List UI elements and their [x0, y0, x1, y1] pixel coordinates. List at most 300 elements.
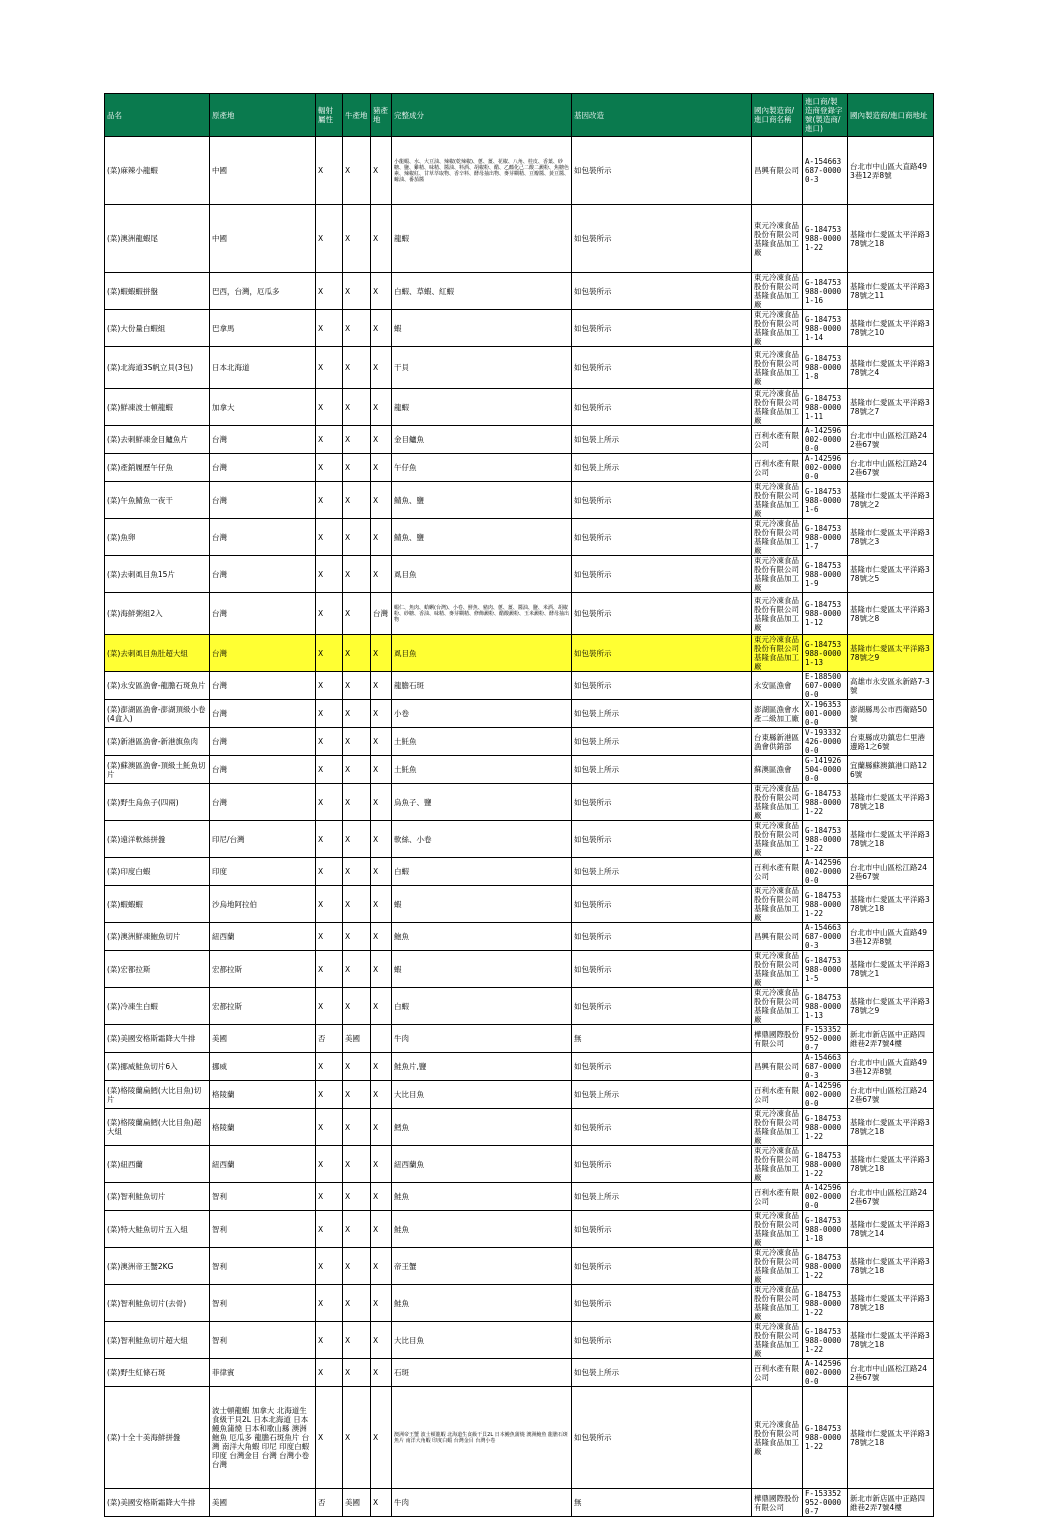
cell-address: 台北市中山區松江路242巷67號	[848, 1183, 934, 1211]
cell-company: 樺鼎國際股份有限公司	[752, 1489, 803, 1517]
cell-beef-origin: X	[343, 482, 371, 519]
cell-registration: X-196353001-00000-0	[803, 700, 848, 728]
cell-company: 東元冷凍食品股份有限公司基隆食品加工廠	[752, 784, 803, 821]
cell-beef-origin: X	[343, 700, 371, 728]
table-row	[105, 1211, 934, 1248]
cell-gmo: 如包裝所示	[572, 556, 752, 593]
cell-ingredients: 午仔魚	[392, 454, 572, 482]
cell-beef-origin: X	[343, 426, 371, 454]
cell-beef-origin: X	[343, 1146, 371, 1183]
cell-origin: 台灣	[210, 635, 316, 672]
cell-name: (菜)北海道3S帆立貝(3包)	[105, 347, 210, 389]
cell-pork-origin: X	[371, 1109, 392, 1146]
cell-pork-origin: X	[371, 1285, 392, 1322]
cell-radiation: X	[316, 1183, 343, 1211]
table-row	[105, 635, 934, 672]
cell-origin: 智利	[210, 1322, 316, 1359]
cell-address: 基隆市仁愛區太平洋路378號之9	[848, 635, 934, 672]
cell-address: 台北市中山區大直路493巷12弄8號	[848, 1053, 934, 1081]
cell-company: 東元冷凍食品股份有限公司基隆食品加工廠	[752, 593, 803, 635]
cell-pork-origin: X	[371, 1387, 392, 1489]
cell-ingredients: 小龍蝦、水、大豆油、辣椒(乾辣椒)、蔥、薑、花椒、八角、桂皮、香葉、砂糖、鹽、雞精、味精、醬油、料酒、胡椒粉、醋、乙醯化己二酸二澱粉、焦糖色素、辣椒紅、甘草萃取物、香辛料、酵母抽出物、麥芽糊精、豆瓣醬、黃豆醬、蠔油、番茄醬	[392, 137, 572, 205]
cell-company: 百利水產有限公司	[752, 1081, 803, 1109]
table-row	[105, 1109, 934, 1146]
table-row	[105, 454, 934, 482]
cell-ingredients: 紐西蘭魚	[392, 1146, 572, 1183]
cell-beef-origin: X	[343, 593, 371, 635]
cell-origin: 沙烏地阿拉伯	[210, 886, 316, 923]
cell-name: (菜)格陵蘭扁鱈(大比目魚)超大組	[105, 1109, 210, 1146]
table-row	[105, 426, 934, 454]
cell-company: 東元冷凍食品股份有限公司基隆食品加工廠	[752, 1387, 803, 1489]
cell-pork-origin: X	[371, 756, 392, 784]
cell-ingredients: 鯖魚、鹽	[392, 519, 572, 556]
cell-pork-origin: X	[371, 1248, 392, 1285]
cell-radiation: X	[316, 1109, 343, 1146]
cell-radiation: X	[316, 310, 343, 347]
cell-name: (菜)野生紅條石斑	[105, 1359, 210, 1387]
cell-pork-origin: X	[371, 700, 392, 728]
cell-beef-origin: X	[343, 886, 371, 923]
cell-name: (菜)午魚鯖魚一夜干	[105, 482, 210, 519]
cell-radiation: X	[316, 1322, 343, 1359]
cell-origin: 智利	[210, 1183, 316, 1211]
cell-registration: G-184753988-00001-22	[803, 1285, 848, 1322]
cell-pork-origin: X	[371, 556, 392, 593]
cell-origin: 智利	[210, 1248, 316, 1285]
cell-beef-origin: X	[343, 988, 371, 1025]
cell-beef-origin: 美國	[343, 1489, 371, 1517]
table-row	[105, 821, 934, 858]
cell-ingredients: 小卷	[392, 700, 572, 728]
cell-pork-origin: X	[371, 988, 392, 1025]
cell-registration: G-184753988-00001-22	[803, 205, 848, 273]
cell-address: 高雄市永安區永新路7-3號	[848, 672, 934, 700]
cell-registration: G-184753988-00001-22	[803, 821, 848, 858]
cell-radiation: X	[316, 273, 343, 310]
table-row	[105, 1322, 934, 1359]
cell-origin: 菲律賓	[210, 1359, 316, 1387]
cell-pork-origin: X	[371, 1081, 392, 1109]
cell-radiation: X	[316, 756, 343, 784]
cell-radiation: X	[316, 1359, 343, 1387]
cell-origin: 格陵蘭	[210, 1109, 316, 1146]
cell-beef-origin: X	[343, 1109, 371, 1146]
col-header-company: 國內製造商/進口商名稱	[752, 94, 803, 137]
cell-pork-origin: X	[371, 1053, 392, 1081]
cell-origin: 日本北海道	[210, 347, 316, 389]
cell-beef-origin: X	[343, 519, 371, 556]
cell-name: (菜)澳洲龍蝦尾	[105, 205, 210, 273]
cell-registration: A-154663687-00000-3	[803, 137, 848, 205]
cell-company: 昌興有限公司	[752, 137, 803, 205]
cell-registration: G-184753988-00001-14	[803, 310, 848, 347]
table-row	[105, 728, 934, 756]
cell-name: (菜)去刺鮮凍金目鱸魚片	[105, 426, 210, 454]
cell-beef-origin: X	[343, 1285, 371, 1322]
cell-name: (菜)永安區漁會-龍膽石斑魚片	[105, 672, 210, 700]
cell-beef-origin: X	[343, 1322, 371, 1359]
table-row	[105, 273, 934, 310]
cell-company: 澎湖區漁會水產二級加工廠	[752, 700, 803, 728]
cell-origin: 格陵蘭	[210, 1081, 316, 1109]
cell-company: 東元冷凍食品股份有限公司基隆食品加工廠	[752, 205, 803, 273]
cell-pork-origin: X	[371, 454, 392, 482]
cell-radiation: X	[316, 1248, 343, 1285]
table-row	[105, 205, 934, 273]
cell-pork-origin: X	[371, 205, 392, 273]
cell-origin: 宏都拉斯	[210, 988, 316, 1025]
cell-gmo: 如包裝所示	[572, 205, 752, 273]
cell-name: (菜)美國安格斯霜降大牛排	[105, 1489, 210, 1517]
cell-beef-origin: X	[343, 635, 371, 672]
cell-ingredients: 蝦仁、魚肉、蛤蜊(台灣)、小卷、鮮魚、豬肉、蔥、薑、醬油、鹽、米酒、胡椒粉、砂糖、香油、味精、麥芽糊精、修飾澱粉、醋酸澱粉、玉米澱粉、酵母抽出物	[392, 593, 572, 635]
cell-gmo: 如包裝所示	[572, 635, 752, 672]
cell-beef-origin: X	[343, 454, 371, 482]
cell-beef-origin: X	[343, 273, 371, 310]
cell-pork-origin: X	[371, 426, 392, 454]
cell-name: (菜)紐西蘭	[105, 1146, 210, 1183]
cell-registration: A-142596002-00000-0	[803, 1081, 848, 1109]
table-row	[105, 1248, 934, 1285]
cell-name: (菜)智利鮭魚切片	[105, 1183, 210, 1211]
cell-radiation: X	[316, 519, 343, 556]
cell-registration: F-153352952-00000-7	[803, 1489, 848, 1517]
cell-ingredients: 土魠魚	[392, 756, 572, 784]
cell-address: 新北市新店區中正路四維巷2弄7號4樓	[848, 1489, 934, 1517]
cell-radiation: X	[316, 426, 343, 454]
cell-ingredients: 烏魚子、鹽	[392, 784, 572, 821]
cell-gmo: 如包裝所示	[572, 1387, 752, 1489]
cell-gmo: 如包裝所示	[572, 1109, 752, 1146]
cell-gmo: 如包裝所示	[572, 310, 752, 347]
cell-pork-origin: X	[371, 519, 392, 556]
cell-address: 基隆市仁愛區太平洋路378號之18	[848, 1146, 934, 1183]
cell-address: 宜蘭縣蘇澳鎮港口路126號	[848, 756, 934, 784]
cell-beef-origin: X	[343, 951, 371, 988]
cell-pork-origin: X	[371, 635, 392, 672]
cell-registration: G-184753988-00001-22	[803, 1146, 848, 1183]
cell-name: (菜)澳洲帝王蟹2KG	[105, 1248, 210, 1285]
cell-company: 東元冷凍食品股份有限公司基隆食品加工廠	[752, 519, 803, 556]
cell-gmo: 如包裝所示	[572, 988, 752, 1025]
cell-company: 東元冷凍食品股份有限公司基隆食品加工廠	[752, 556, 803, 593]
cell-gmo: 如包裝所示	[572, 672, 752, 700]
cell-pork-origin: X	[371, 347, 392, 389]
cell-company: 東元冷凍食品股份有限公司基隆食品加工廠	[752, 389, 803, 426]
table-row	[105, 756, 934, 784]
cell-address: 基隆市仁愛區太平洋路378號之4	[848, 347, 934, 389]
cell-gmo: 如包裝所示	[572, 821, 752, 858]
col-header-beef-origin: 牛產地	[343, 94, 371, 137]
col-header-pork-origin: 豬產地	[371, 94, 392, 137]
cell-address: 基隆市仁愛區太平洋路378號之18	[848, 205, 934, 273]
cell-ingredients: 澳洲帝王蟹 波士頓龍蝦 北海道生食級干貝2L 日本鰻魚蒲燒 澳洲鮑魚 龍膽石斑魚片 南洋大角蝦 印度白蝦 台灣金目 台灣小卷	[392, 1387, 572, 1489]
table-row	[105, 1081, 934, 1109]
cell-ingredients: 金目鱸魚	[392, 426, 572, 454]
cell-name: (菜)澳洲鮮凍鮑魚切片	[105, 923, 210, 951]
cell-registration: A-154663687-00000-3	[803, 1053, 848, 1081]
cell-origin: 挪威	[210, 1053, 316, 1081]
cell-pork-origin: X	[371, 858, 392, 886]
cell-pork-origin: X	[371, 672, 392, 700]
cell-beef-origin: X	[343, 1387, 371, 1489]
cell-ingredients: 蝦	[392, 310, 572, 347]
cell-address: 基隆市仁愛區太平洋路378號之2	[848, 482, 934, 519]
cell-radiation: X	[316, 205, 343, 273]
cell-pork-origin: X	[371, 1146, 392, 1183]
cell-name: (菜)宏都拉斯	[105, 951, 210, 988]
cell-name: (菜)大份量白蝦組	[105, 310, 210, 347]
cell-radiation: X	[316, 635, 343, 672]
cell-address: 基隆市仁愛區太平洋路378號之7	[848, 389, 934, 426]
cell-gmo: 如包裝所示	[572, 1053, 752, 1081]
cell-gmo: 如包裝上所示	[572, 700, 752, 728]
cell-company: 蘇澳區漁會	[752, 756, 803, 784]
cell-origin: 智利	[210, 1211, 316, 1248]
cell-origin: 台灣	[210, 454, 316, 482]
cell-address: 台北市中山區松江路242巷67號	[848, 426, 934, 454]
table-row	[105, 784, 934, 821]
cell-company: 東元冷凍食品股份有限公司基隆食品加工廠	[752, 886, 803, 923]
cell-radiation: 否	[316, 1025, 343, 1053]
cell-address: 基隆市仁愛區太平洋路378號之3	[848, 519, 934, 556]
cell-pork-origin: X	[371, 482, 392, 519]
cell-address: 基隆市仁愛區太平洋路378號之18	[848, 784, 934, 821]
cell-name: (菜)麻辣小龍蝦	[105, 137, 210, 205]
cell-address: 新北市新店區中正路四維巷2弄7號4樓	[848, 1025, 934, 1053]
table-row	[105, 137, 934, 205]
cell-registration: G-184753988-00001-9	[803, 556, 848, 593]
cell-ingredients: 鮭魚	[392, 1211, 572, 1248]
cell-ingredients: 干貝	[392, 347, 572, 389]
cell-radiation: X	[316, 347, 343, 389]
cell-gmo: 如包裝所示	[572, 273, 752, 310]
cell-origin: 台灣	[210, 756, 316, 784]
col-header-origin: 原產地	[210, 94, 316, 137]
cell-beef-origin: X	[343, 672, 371, 700]
cell-pork-origin: X	[371, 310, 392, 347]
cell-origin: 紐西蘭	[210, 923, 316, 951]
cell-origin: 巴西，台灣，厄瓜多	[210, 273, 316, 310]
cell-registration: G-184753988-00001-12	[803, 593, 848, 635]
cell-gmo: 如包裝所示	[572, 1285, 752, 1322]
cell-address: 台北市中山區松江路242巷67號	[848, 1359, 934, 1387]
cell-pork-origin: X	[371, 1359, 392, 1387]
cell-gmo: 如包裝所示	[572, 389, 752, 426]
cell-company: 東元冷凍食品股份有限公司基隆食品加工廠	[752, 1211, 803, 1248]
cell-gmo: 如包裝所示	[572, 482, 752, 519]
cell-radiation: X	[316, 454, 343, 482]
cell-ingredients: 龍膽石斑	[392, 672, 572, 700]
cell-beef-origin: 美國	[343, 1025, 371, 1053]
cell-origin: 台灣	[210, 519, 316, 556]
cell-pork-origin: X	[371, 728, 392, 756]
cell-radiation: X	[316, 593, 343, 635]
cell-origin: 台灣	[210, 593, 316, 635]
cell-gmo: 如包裝所示	[572, 923, 752, 951]
table-row	[105, 886, 934, 923]
table-body	[105, 137, 934, 1517]
cell-radiation: X	[316, 389, 343, 426]
cell-registration: G-184753988-00001-22	[803, 784, 848, 821]
cell-ingredients: 蝦	[392, 886, 572, 923]
table-row	[105, 951, 934, 988]
cell-registration: E-188500607-00000-0	[803, 672, 848, 700]
cell-ingredients: 石斑	[392, 1359, 572, 1387]
cell-radiation: X	[316, 137, 343, 205]
cell-ingredients: 鱈魚	[392, 1109, 572, 1146]
cell-pork-origin: X	[371, 886, 392, 923]
cell-registration: A-142596002-00000-0	[803, 1183, 848, 1211]
cell-origin: 台灣	[210, 556, 316, 593]
col-header-registration: 進口商/製造商登錄字號(製造商/進口)	[803, 94, 848, 137]
cell-radiation: X	[316, 1146, 343, 1183]
cell-ingredients: 鮭魚	[392, 1183, 572, 1211]
cell-address: 基隆市仁愛區太平洋路378號之14	[848, 1211, 934, 1248]
table-row	[105, 1359, 934, 1387]
cell-registration: G-184753988-00001-5	[803, 951, 848, 988]
cell-beef-origin: X	[343, 1081, 371, 1109]
cell-registration: A-142596002-00000-0	[803, 858, 848, 886]
cell-address: 基隆市仁愛區太平洋路378號之10	[848, 310, 934, 347]
cell-gmo: 無	[572, 1025, 752, 1053]
cell-beef-origin: X	[343, 1248, 371, 1285]
cell-company: 東元冷凍食品股份有限公司基隆食品加工廠	[752, 988, 803, 1025]
cell-origin: 台灣	[210, 728, 316, 756]
cell-beef-origin: X	[343, 756, 371, 784]
col-header-radiation: 輻射屬性	[316, 94, 343, 137]
table-row	[105, 1183, 934, 1211]
cell-origin: 智利	[210, 1285, 316, 1322]
cell-registration: G-184753988-00001-22	[803, 886, 848, 923]
cell-name: (菜)蝦蝦蝦拼盤	[105, 273, 210, 310]
table-row	[105, 1053, 934, 1081]
cell-radiation: X	[316, 886, 343, 923]
cell-address: 澎湖縣馬公市西衛路50號	[848, 700, 934, 728]
cell-radiation: X	[316, 700, 343, 728]
cell-radiation: X	[316, 728, 343, 756]
cell-beef-origin: X	[343, 205, 371, 273]
table-row	[105, 988, 934, 1025]
table-row	[105, 519, 934, 556]
cell-ingredients: 鮑魚	[392, 923, 572, 951]
cell-beef-origin: X	[343, 137, 371, 205]
cell-pork-origin: X	[371, 389, 392, 426]
table-row	[105, 310, 934, 347]
cell-origin: 巴拿馬	[210, 310, 316, 347]
table-row	[105, 1489, 934, 1517]
cell-registration: G-184753988-00001-11	[803, 389, 848, 426]
cell-name: (菜)美國安格斯霜降大牛排	[105, 1025, 210, 1053]
cell-ingredients: 虱目魚	[392, 635, 572, 672]
cell-address: 台北市中山區松江路242巷67號	[848, 858, 934, 886]
cell-name: (菜)新港區漁會-新港旗魚肉	[105, 728, 210, 756]
cell-radiation: X	[316, 482, 343, 519]
cell-ingredients: 龍蝦	[392, 205, 572, 273]
cell-origin: 印尼/台灣	[210, 821, 316, 858]
cell-ingredients: 鯖魚、鹽	[392, 482, 572, 519]
cell-company: 東元冷凍食品股份有限公司基隆食品加工廠	[752, 1285, 803, 1322]
cell-origin: 加拿大	[210, 389, 316, 426]
cell-address: 基隆市仁愛區太平洋路378號之1	[848, 951, 934, 988]
cell-origin: 印度	[210, 858, 316, 886]
cell-origin: 台灣	[210, 672, 316, 700]
table-row	[105, 1387, 934, 1489]
cell-address: 台北市中山區松江路242巷67號	[848, 454, 934, 482]
cell-name: (菜)海鮮粥組2入	[105, 593, 210, 635]
cell-radiation: X	[316, 988, 343, 1025]
cell-company: 昌興有限公司	[752, 1053, 803, 1081]
cell-company: 樺鼎國際股份有限公司	[752, 1025, 803, 1053]
cell-gmo: 如包裝所示	[572, 1146, 752, 1183]
cell-ingredients: 虱目魚	[392, 556, 572, 593]
cell-gmo: 如包裝所示	[572, 593, 752, 635]
cell-gmo: 如包裝所示	[572, 1248, 752, 1285]
product-info-sheet	[104, 93, 933, 1517]
cell-ingredients: 白蝦、草蝦、紅蝦	[392, 273, 572, 310]
table-row	[105, 593, 934, 635]
cell-beef-origin: X	[343, 310, 371, 347]
cell-gmo: 如包裝上所示	[572, 1359, 752, 1387]
cell-radiation: X	[316, 556, 343, 593]
cell-company: 台東縣新港區漁會供銷部	[752, 728, 803, 756]
cell-registration: F-153352952-00000-7	[803, 1025, 848, 1053]
cell-registration: G-184753988-00001-7	[803, 519, 848, 556]
cell-origin: 紐西蘭	[210, 1146, 316, 1183]
cell-beef-origin: X	[343, 923, 371, 951]
cell-beef-origin: X	[343, 728, 371, 756]
cell-origin: 美國	[210, 1025, 316, 1053]
cell-registration: G-184753988-00001-22	[803, 1387, 848, 1489]
table-row	[105, 700, 934, 728]
cell-registration: A-142596002-00000-0	[803, 454, 848, 482]
cell-beef-origin: X	[343, 347, 371, 389]
cell-beef-origin: X	[343, 389, 371, 426]
cell-address: 台北市中山區大直路493巷12弄8號	[848, 923, 934, 951]
cell-company: 東元冷凍食品股份有限公司基隆食品加工廠	[752, 273, 803, 310]
product-table	[104, 93, 934, 1517]
table-row	[105, 672, 934, 700]
cell-beef-origin: X	[343, 858, 371, 886]
cell-registration: G-184753988-00001-8	[803, 347, 848, 389]
cell-name: (菜)野生烏魚子(四兩)	[105, 784, 210, 821]
cell-address: 基隆市仁愛區太平洋路378號之11	[848, 273, 934, 310]
cell-pork-origin: X	[371, 1183, 392, 1211]
cell-gmo: 如包裝所示	[572, 784, 752, 821]
cell-beef-origin: X	[343, 1211, 371, 1248]
cell-radiation: X	[316, 1211, 343, 1248]
cell-beef-origin: X	[343, 1183, 371, 1211]
table-row	[105, 389, 934, 426]
cell-ingredients: 牛肉	[392, 1025, 572, 1053]
cell-gmo: 如包裝上所示	[572, 426, 752, 454]
cell-registration: A-142596002-00000-0	[803, 1359, 848, 1387]
cell-name: (菜)蝦蝦蝦	[105, 886, 210, 923]
cell-ingredients: 鮭魚	[392, 1285, 572, 1322]
cell-company: 東元冷凍食品股份有限公司基隆食品加工廠	[752, 635, 803, 672]
table-row	[105, 1146, 934, 1183]
cell-company: 東元冷凍食品股份有限公司基隆食品加工廠	[752, 1109, 803, 1146]
cell-address: 基隆市仁愛區太平洋路378號之18	[848, 821, 934, 858]
cell-address: 基隆市仁愛區太平洋路378號之5	[848, 556, 934, 593]
cell-radiation: X	[316, 1053, 343, 1081]
cell-ingredients: 大比目魚	[392, 1081, 572, 1109]
cell-pork-origin: X	[371, 951, 392, 988]
cell-pork-origin: X	[371, 821, 392, 858]
cell-pork-origin: 台灣	[371, 593, 392, 635]
cell-gmo: 如包裝所示	[572, 137, 752, 205]
